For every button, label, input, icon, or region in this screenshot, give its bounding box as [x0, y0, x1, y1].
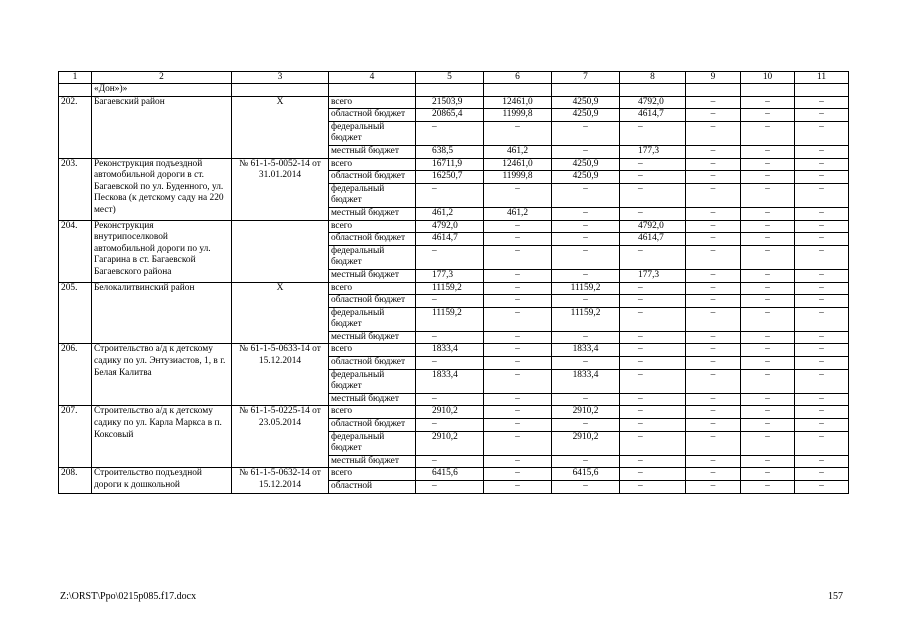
year-value: –: [686, 207, 741, 220]
year-value: 1833,4: [552, 344, 620, 357]
funding-source: областной бюджет: [329, 109, 416, 122]
year-value: –: [552, 145, 620, 158]
year-value: 11159,2: [552, 282, 620, 295]
object-name: «Дон»)»: [92, 84, 232, 97]
total-value: 638,5: [416, 145, 484, 158]
year-value: –: [741, 183, 795, 207]
funding-source: всего: [329, 282, 416, 295]
total-value: 4614,7: [416, 233, 484, 246]
year-value: –: [620, 282, 686, 295]
total-value: –: [416, 295, 484, 308]
year-value: –: [741, 369, 795, 393]
funding-source: областной бюджет: [329, 419, 416, 432]
total-value: 4792,0: [416, 220, 484, 233]
year-value: –: [795, 207, 849, 220]
year-value: –: [795, 431, 849, 455]
funding-source: всего: [329, 406, 416, 419]
total-value: –: [416, 245, 484, 269]
year-value: 11999,8: [484, 109, 552, 122]
year-value: –: [620, 207, 686, 220]
funding-source: областной бюджет: [329, 233, 416, 246]
page-number: 157: [828, 591, 843, 602]
year-value: –: [620, 369, 686, 393]
permit-number: [232, 220, 329, 282]
funding-source: местный бюджет: [329, 145, 416, 158]
total-value: –: [416, 481, 484, 494]
permit-number: № 61-1-5-0225-14 от 23.05.2014: [232, 406, 329, 468]
year-value: –: [686, 245, 741, 269]
year-value: –: [686, 357, 741, 370]
year-value: –: [484, 331, 552, 344]
year-value: –: [686, 109, 741, 122]
funding-source: областной: [329, 481, 416, 494]
year-value: –: [484, 455, 552, 468]
year-value: –: [620, 158, 686, 171]
year-value: –: [741, 331, 795, 344]
funding-source: всего: [329, 220, 416, 233]
year-value: –: [686, 406, 741, 419]
row-number: 208.: [59, 468, 92, 493]
year-value: –: [741, 171, 795, 184]
year-value: 177,3: [620, 145, 686, 158]
row-number: [59, 84, 92, 97]
year-value: –: [484, 183, 552, 207]
object-name: Строительство подъездной дороги к дошкольной: [92, 468, 232, 493]
year-value: 11159,2: [552, 307, 620, 331]
year-value: 6415,6: [552, 468, 620, 481]
year-value: –: [795, 158, 849, 171]
total-value: –: [416, 357, 484, 370]
row-number: 207.: [59, 406, 92, 468]
col-header: 1: [59, 72, 92, 84]
year-value: –: [795, 357, 849, 370]
total-value: 1833,4: [416, 369, 484, 393]
year-value: –: [484, 233, 552, 246]
col-header: 8: [620, 72, 686, 84]
year-value: 4614,7: [620, 109, 686, 122]
year-value: –: [795, 121, 849, 145]
permit-number: № 61-1-5-0052-14 от 31.01.2014: [232, 158, 329, 220]
total-value: –: [416, 455, 484, 468]
year-value: –: [484, 269, 552, 282]
col-header: 6: [484, 72, 552, 84]
table-row: [59, 282, 849, 295]
year-value: 4614,7: [620, 233, 686, 246]
total-value: 1833,4: [416, 344, 484, 357]
total-value: 20865,4: [416, 109, 484, 122]
table-row: [59, 406, 849, 419]
year-value: –: [686, 419, 741, 432]
funding-source: всего: [329, 96, 416, 109]
year-value: –: [686, 331, 741, 344]
year-value: –: [620, 393, 686, 406]
object-name: Строительство а/д к детскому садику по ул. Карла Маркса в п. Коксовый: [92, 406, 232, 468]
funding-source: местный бюджет: [329, 455, 416, 468]
year-value: –: [552, 220, 620, 233]
total-value: 2910,2: [416, 431, 484, 455]
year-value: –: [686, 369, 741, 393]
year-value: –: [620, 171, 686, 184]
col-header: 10: [741, 72, 795, 84]
year-value: –: [795, 307, 849, 331]
year-value: –: [741, 406, 795, 419]
year-value: –: [552, 121, 620, 145]
year-value: –: [686, 393, 741, 406]
funding-source: областной бюджет: [329, 357, 416, 370]
funding-source: местный бюджет: [329, 393, 416, 406]
year-value: –: [795, 369, 849, 393]
funding-source: всего: [329, 468, 416, 481]
year-value: –: [552, 295, 620, 308]
year-value: 2910,2: [552, 431, 620, 455]
year-value: –: [552, 393, 620, 406]
funding-source: всего: [329, 344, 416, 357]
year-value: –: [741, 233, 795, 246]
permit-number: № 61-1-5-0632-14 от 15.12.2014: [232, 468, 329, 493]
col-header: 2: [92, 72, 232, 84]
funding-source: местный бюджет: [329, 331, 416, 344]
year-value: –: [795, 282, 849, 295]
year-value: 12461,0: [484, 158, 552, 171]
year-value: –: [741, 96, 795, 109]
row-number: 206.: [59, 344, 92, 406]
total-value: –: [416, 331, 484, 344]
column-number-row: [59, 72, 849, 84]
year-value: –: [686, 220, 741, 233]
funding-source: федеральный бюджет: [329, 307, 416, 331]
object-name: Багаевский район: [92, 96, 232, 158]
year-value: –: [686, 455, 741, 468]
year-value: –: [795, 406, 849, 419]
document-path: Z:\ORST\Ppo\0215p085.f17.docx: [60, 591, 197, 602]
year-value: –: [620, 183, 686, 207]
year-value: 4792,0: [620, 96, 686, 109]
year-value: –: [686, 171, 741, 184]
year-value: –: [686, 468, 741, 481]
year-value: –: [484, 369, 552, 393]
year-value: –: [620, 307, 686, 331]
year-value: –: [795, 295, 849, 308]
year-value: –: [741, 357, 795, 370]
year-value: –: [686, 431, 741, 455]
total-value: 177,3: [416, 269, 484, 282]
year-value: –: [686, 295, 741, 308]
year-value: –: [795, 468, 849, 481]
total-value: 11159,2: [416, 282, 484, 295]
year-value: –: [741, 269, 795, 282]
year-value: –: [484, 406, 552, 419]
year-value: –: [552, 419, 620, 432]
object-name: Реконструкция внутрипоселковой автомобильной дороги по ул. Гагарина в ст. Багаевской Багаевского района: [92, 220, 232, 282]
col-header: 4: [329, 72, 416, 84]
year-value: –: [795, 245, 849, 269]
year-value: –: [686, 481, 741, 494]
year-value: –: [686, 307, 741, 331]
total-value: 6415,6: [416, 468, 484, 481]
year-value: –: [741, 481, 795, 494]
table-row: [59, 344, 849, 357]
row-number: 204.: [59, 220, 92, 282]
year-value: –: [741, 468, 795, 481]
col-header: 7: [552, 72, 620, 84]
year-value: –: [741, 145, 795, 158]
permit-number: Х: [232, 282, 329, 344]
year-value: –: [686, 145, 741, 158]
total-value: 16250,7: [416, 171, 484, 184]
year-value: –: [620, 357, 686, 370]
year-value: –: [795, 393, 849, 406]
col-header: 5: [416, 72, 484, 84]
year-value: –: [620, 468, 686, 481]
year-value: –: [484, 393, 552, 406]
year-value: 461,2: [484, 145, 552, 158]
year-value: –: [620, 121, 686, 145]
year-value: –: [686, 233, 741, 246]
year-value: –: [686, 344, 741, 357]
year-value: 4250,9: [552, 171, 620, 184]
funding-source: всего: [329, 158, 416, 171]
year-value: –: [686, 121, 741, 145]
year-value: –: [795, 171, 849, 184]
budget-table: [58, 71, 849, 494]
year-value: –: [620, 331, 686, 344]
year-value: [741, 84, 795, 97]
object-name: Реконструкция подъездной автомобильной дороги в ст. Багаевской по ул. Буденного, ул. Пескова (к детскому саду на 220 мест): [92, 158, 232, 220]
total-value: 16711,9: [416, 158, 484, 171]
funding-source: федеральный бюджет: [329, 183, 416, 207]
year-value: –: [552, 207, 620, 220]
funding-source: федеральный бюджет: [329, 431, 416, 455]
year-value: –: [741, 158, 795, 171]
object-name: Белокалитвинский район: [92, 282, 232, 344]
table-row: [59, 220, 849, 233]
year-value: –: [795, 269, 849, 282]
year-value: –: [795, 481, 849, 494]
year-value: –: [795, 233, 849, 246]
col-header: 11: [795, 72, 849, 84]
year-value: –: [484, 419, 552, 432]
year-value: 4250,9: [552, 96, 620, 109]
year-value: –: [686, 96, 741, 109]
year-value: [552, 84, 620, 97]
year-value: –: [484, 220, 552, 233]
year-value: –: [552, 183, 620, 207]
total-value: –: [416, 419, 484, 432]
funding-source: федеральный бюджет: [329, 369, 416, 393]
year-value: –: [741, 455, 795, 468]
year-value: –: [620, 406, 686, 419]
permit-number: [232, 84, 329, 97]
total-value: –: [416, 393, 484, 406]
year-value: –: [552, 269, 620, 282]
year-value: –: [741, 393, 795, 406]
total-value: 2910,2: [416, 406, 484, 419]
permit-number: № 61-1-5-0633-14 от 15.12.2014: [232, 344, 329, 406]
year-value: [620, 84, 686, 97]
funding-source: областной бюджет: [329, 295, 416, 308]
year-value: –: [552, 357, 620, 370]
year-value: –: [741, 419, 795, 432]
year-value: –: [686, 269, 741, 282]
year-value: –: [552, 455, 620, 468]
year-value: –: [795, 109, 849, 122]
table-row: [59, 96, 849, 109]
year-value: 4250,9: [552, 158, 620, 171]
year-value: –: [620, 344, 686, 357]
funding-source: федеральный бюджет: [329, 121, 416, 145]
year-value: [795, 84, 849, 97]
year-value: –: [795, 344, 849, 357]
year-value: 2910,2: [552, 406, 620, 419]
year-value: –: [620, 295, 686, 308]
year-value: 11999,8: [484, 171, 552, 184]
total-value: –: [416, 183, 484, 207]
year-value: –: [484, 431, 552, 455]
year-value: –: [484, 481, 552, 494]
year-value: –: [741, 121, 795, 145]
year-value: –: [741, 207, 795, 220]
year-value: –: [620, 431, 686, 455]
year-value: –: [686, 282, 741, 295]
year-value: –: [552, 233, 620, 246]
year-value: [484, 84, 552, 97]
table-row: [59, 158, 849, 171]
total-value: 11159,2: [416, 307, 484, 331]
year-value: –: [620, 419, 686, 432]
year-value: –: [484, 295, 552, 308]
funding-source: местный бюджет: [329, 269, 416, 282]
row-number: 205.: [59, 282, 92, 344]
year-value: –: [620, 481, 686, 494]
year-value: –: [795, 183, 849, 207]
year-value: –: [795, 220, 849, 233]
year-value: –: [795, 331, 849, 344]
year-value: –: [620, 455, 686, 468]
year-value: –: [484, 344, 552, 357]
funding-source: федеральный бюджет: [329, 245, 416, 269]
year-value: –: [741, 109, 795, 122]
year-value: 4792,0: [620, 220, 686, 233]
year-value: 1833,4: [552, 369, 620, 393]
year-value: –: [741, 295, 795, 308]
year-value: –: [741, 307, 795, 331]
row-number: 202.: [59, 96, 92, 158]
year-value: –: [795, 96, 849, 109]
total-value: [416, 84, 484, 97]
total-value: –: [416, 121, 484, 145]
funding-source: [329, 84, 416, 97]
year-value: [686, 84, 741, 97]
table-row: [59, 468, 849, 481]
object-name: Строительство а/д к детскому садику по ул. Энтузиастов, 1, в г. Белая Калитва: [92, 344, 232, 406]
year-value: –: [484, 468, 552, 481]
col-header: 3: [232, 72, 329, 84]
year-value: –: [686, 183, 741, 207]
year-value: –: [552, 481, 620, 494]
year-value: –: [795, 455, 849, 468]
table-row: [59, 84, 849, 97]
year-value: –: [484, 245, 552, 269]
year-value: –: [741, 344, 795, 357]
funding-source: областной бюджет: [329, 171, 416, 184]
year-value: –: [741, 220, 795, 233]
permit-number: Х: [232, 96, 329, 158]
year-value: –: [484, 357, 552, 370]
total-value: 461,2: [416, 207, 484, 220]
year-value: –: [552, 245, 620, 269]
year-value: 177,3: [620, 269, 686, 282]
year-value: –: [552, 331, 620, 344]
col-header: 9: [686, 72, 741, 84]
year-value: –: [686, 158, 741, 171]
year-value: 12461,0: [484, 96, 552, 109]
year-value: –: [484, 307, 552, 331]
year-value: –: [741, 245, 795, 269]
row-number: 203.: [59, 158, 92, 220]
year-value: –: [741, 282, 795, 295]
year-value: –: [741, 431, 795, 455]
year-value: 461,2: [484, 207, 552, 220]
year-value: –: [795, 419, 849, 432]
year-value: –: [484, 121, 552, 145]
total-value: 21503,9: [416, 96, 484, 109]
year-value: 4250,9: [552, 109, 620, 122]
year-value: –: [795, 145, 849, 158]
year-value: –: [484, 282, 552, 295]
funding-source: местный бюджет: [329, 207, 416, 220]
year-value: –: [620, 245, 686, 269]
